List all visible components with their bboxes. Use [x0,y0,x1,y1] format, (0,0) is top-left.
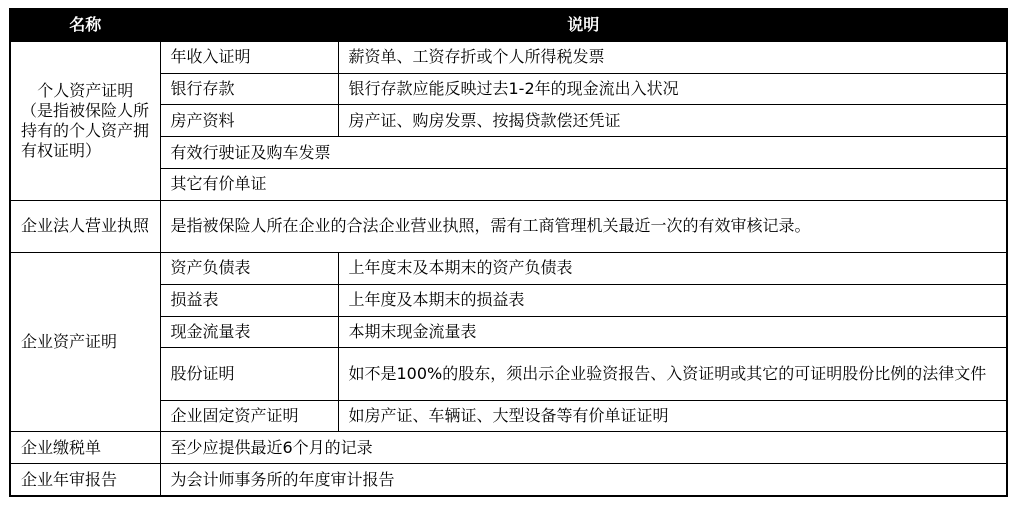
requirements-table [9,8,1008,497]
item-cell: 房产资料 [160,105,338,137]
tax-label: 企业缴税单 [10,432,160,464]
desc-cell: 薪资单、工资存折或个人所得税发票 [338,41,1007,73]
table-row [10,41,1007,73]
table-row [10,200,1007,252]
desc-cell: 如房产证、车辆证、大型设备等有价单证证明 [338,400,1007,432]
personal-assets-note: （是指被保险人所持有的个人资产拥有权证明） [21,100,150,160]
item-cell: 年收入证明 [160,41,338,73]
item-cell: 企业固定资产证明 [160,400,338,432]
table-row [10,316,1007,348]
table-row [10,168,1007,200]
desc-cell: 是指被保险人所在企业的合法企业营业执照，需有工商管理机关最近一次的有效审核记录。 [160,200,1007,252]
desc-cell: 上年度及本期末的损益表 [338,284,1007,316]
item-cell: 损益表 [160,284,338,316]
personal-assets-title: 个人资产证明 [37,80,134,100]
item-cell: 银行存款 [160,73,338,105]
item-cell: 股份证明 [160,348,338,400]
desc-cell: 上年度末及本期末的资产负债表 [338,252,1007,284]
table-row [10,464,1007,496]
table-row [10,400,1007,432]
item-cell: 有效行驶证及购车发票 [160,137,1007,169]
desc-cell: 房产证、购房发票、按揭贷款偿还凭证 [338,105,1007,137]
audit-label: 企业年审报告 [10,464,160,496]
table-row [10,73,1007,105]
table-row [10,348,1007,400]
desc-cell: 本期末现金流量表 [338,316,1007,348]
table-row [10,432,1007,464]
header-name: 名称 [10,9,160,41]
desc-cell: 至少应提供最近6个月的记录 [160,432,1007,464]
desc-cell: 银行存款应能反映过去1-2年的现金流出入状况 [338,73,1007,105]
table-header-row [10,9,1007,41]
corp-assets-label: 企业资产证明 [10,252,160,431]
table-row [10,252,1007,284]
item-cell: 其它有价单证 [160,168,1007,200]
table-row [10,137,1007,169]
license-label: 企业法人营业执照 [10,200,160,252]
desc-cell: 如不是100%的股东，须出示企业验资报告、入资证明或其它的可证明股份比例的法律文件 [338,348,1007,400]
header-description: 说明 [160,9,1007,41]
table-row [10,284,1007,316]
personal-assets-label [10,41,160,200]
table-row [10,105,1007,137]
item-cell: 资产负债表 [160,252,338,284]
desc-cell: 为会计师事务所的年度审计报告 [160,464,1007,496]
item-cell: 现金流量表 [160,316,338,348]
